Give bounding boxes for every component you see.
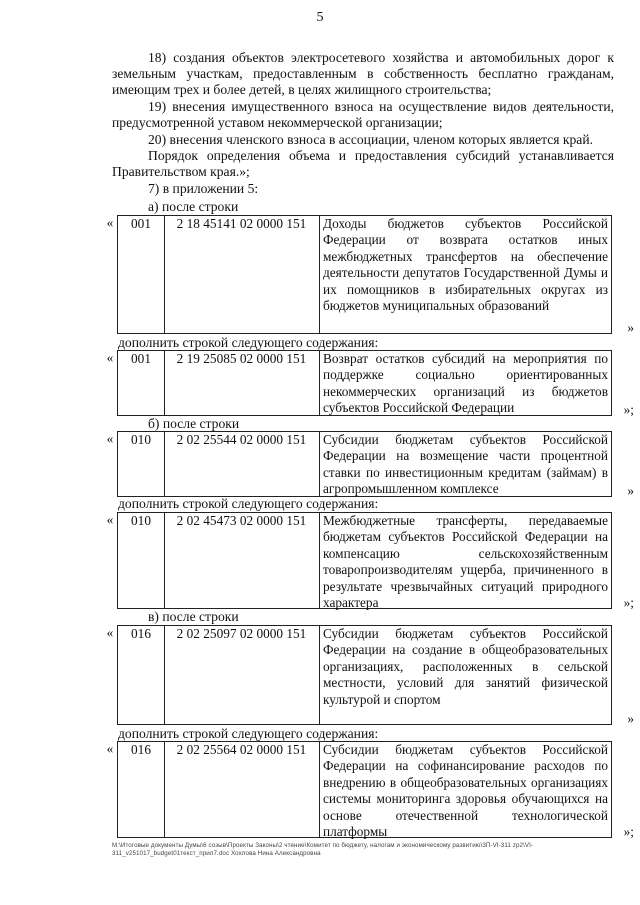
label-add-row: дополнить строкой следующего содержания:: [118, 335, 379, 350]
row-cells: [117, 350, 612, 416]
row-description: Возврат остатков субсидий на мероприятия по поддержке социально ориентированных некоммерческих организаций из бюджетов субъектов Российской Федерации: [323, 351, 608, 416]
row-description: Субсидии бюджетам субъектов Российской Федерации на возмещение части процентной ставки по инвестиционным кредитам (займам) в агропромышленном комплексе: [323, 432, 608, 497]
row-cells: [117, 741, 612, 838]
row-description: Субсидии бюджетам субъектов Российской Федерации на создание в общеобразовательных организациях, расположенных в сельской местности, условий для занятий физической культурой и спортом: [323, 626, 608, 707]
open-quote: «: [106, 350, 114, 365]
open-quote: «: [106, 625, 114, 640]
table-row: [104, 215, 634, 334]
row-cells: [117, 431, 612, 497]
label-c-after-row: в) после строки: [148, 609, 239, 624]
table-row: [104, 431, 634, 497]
table-row: [104, 741, 634, 838]
row-description: Доходы бюджетов субъектов Российской Федерации от возврата остатков иных межбюджетных трансфертов на обеспечение деятельности депутатов Государственной Думы и их помощников в избирательных округах из бюджетов муниципальных образований: [323, 216, 608, 314]
row-cells: [117, 512, 612, 609]
row-code: 010: [118, 513, 165, 608]
table-row: [104, 512, 634, 609]
row-kbk: 2 18 45141 02 0000 151: [164, 216, 320, 333]
page-number: 5: [316, 10, 324, 25]
close-quote: »: [627, 711, 634, 726]
close-quote: »: [627, 483, 634, 498]
open-quote: «: [106, 431, 114, 446]
row-kbk: 2 02 45473 02 0000 151: [164, 513, 320, 608]
row-code: 016: [118, 626, 165, 724]
procedure-paragraph: Порядок определения объема и предоставления субсидий устанавливается Правительством края.»;: [112, 148, 614, 180]
label-add-row: дополнить строкой следующего содержания:: [118, 496, 379, 511]
label-a-after-row: а) после строки: [148, 199, 239, 214]
row-code: 001: [118, 216, 165, 333]
row-code: 010: [118, 432, 165, 496]
row-code: 001: [118, 351, 165, 415]
row-description: Межбюджетные трансферты, передаваемые бюджетам субъектов Российской Федерации на компенсацию сельскохозяйственным товаропроизводителям ущерба, причиненного в результате чрезвычайных ситуаций природного характера: [323, 513, 608, 611]
row-description: Субсидии бюджетам субъектов Российской Федерации на софинансирование расходов по внедрению в общеобразовательных организациях системы мониторинга здоровья обучающихся на основе отечественной технологической платформы: [323, 742, 608, 840]
row-kbk: 2 19 25085 02 0000 151: [164, 351, 320, 415]
item-20: 20) внесения членского взноса в ассоциации, членом которых является край.: [148, 132, 594, 147]
row-kbk: 2 02 25544 02 0000 151: [164, 432, 320, 496]
item-19: 19) внесения имущественного взноса на осуществление видов деятельности, предусмотренной уставом некоммерческой организации;: [112, 99, 614, 131]
close-quote: »;: [623, 402, 634, 417]
item-18: 18) создания объектов электросетевого хозяйства и автомобильных дорог к земельным участкам, предоставленным в собственность бесплатно гражданам, имеющим трех и более детей, в целях жилищного строительства;: [112, 50, 614, 98]
row-cells: [117, 625, 612, 725]
label-b-after-row: б) после строки: [148, 416, 240, 431]
row-kbk: 2 02 25564 02 0000 151: [164, 742, 320, 837]
table-row: [104, 350, 634, 416]
row-kbk: 2 02 25097 02 0000 151: [164, 626, 320, 724]
open-quote: «: [106, 741, 114, 756]
label-add-row: дополнить строкой следующего содержания:: [118, 726, 379, 741]
file-path-footer: M:\Итоговые документы Думы\6 созыв\Проекты Законы\2 чтение\Комитет по бюджету, налогам и экономическому развитию\3П-VI-311 zp2\VI-311_v251017_budget01текст_прил7.doc Хохлова Нина Александровна: [112, 842, 534, 857]
open-quote: «: [106, 215, 114, 230]
open-quote: «: [106, 512, 114, 527]
close-quote: »;: [623, 824, 634, 839]
row-cells: [117, 215, 612, 334]
close-quote: »;: [623, 595, 634, 610]
row-code: 016: [118, 742, 165, 837]
table-row: [104, 625, 634, 725]
close-quote: »: [627, 320, 634, 335]
appendix-heading: 7) в приложении 5:: [148, 181, 259, 196]
